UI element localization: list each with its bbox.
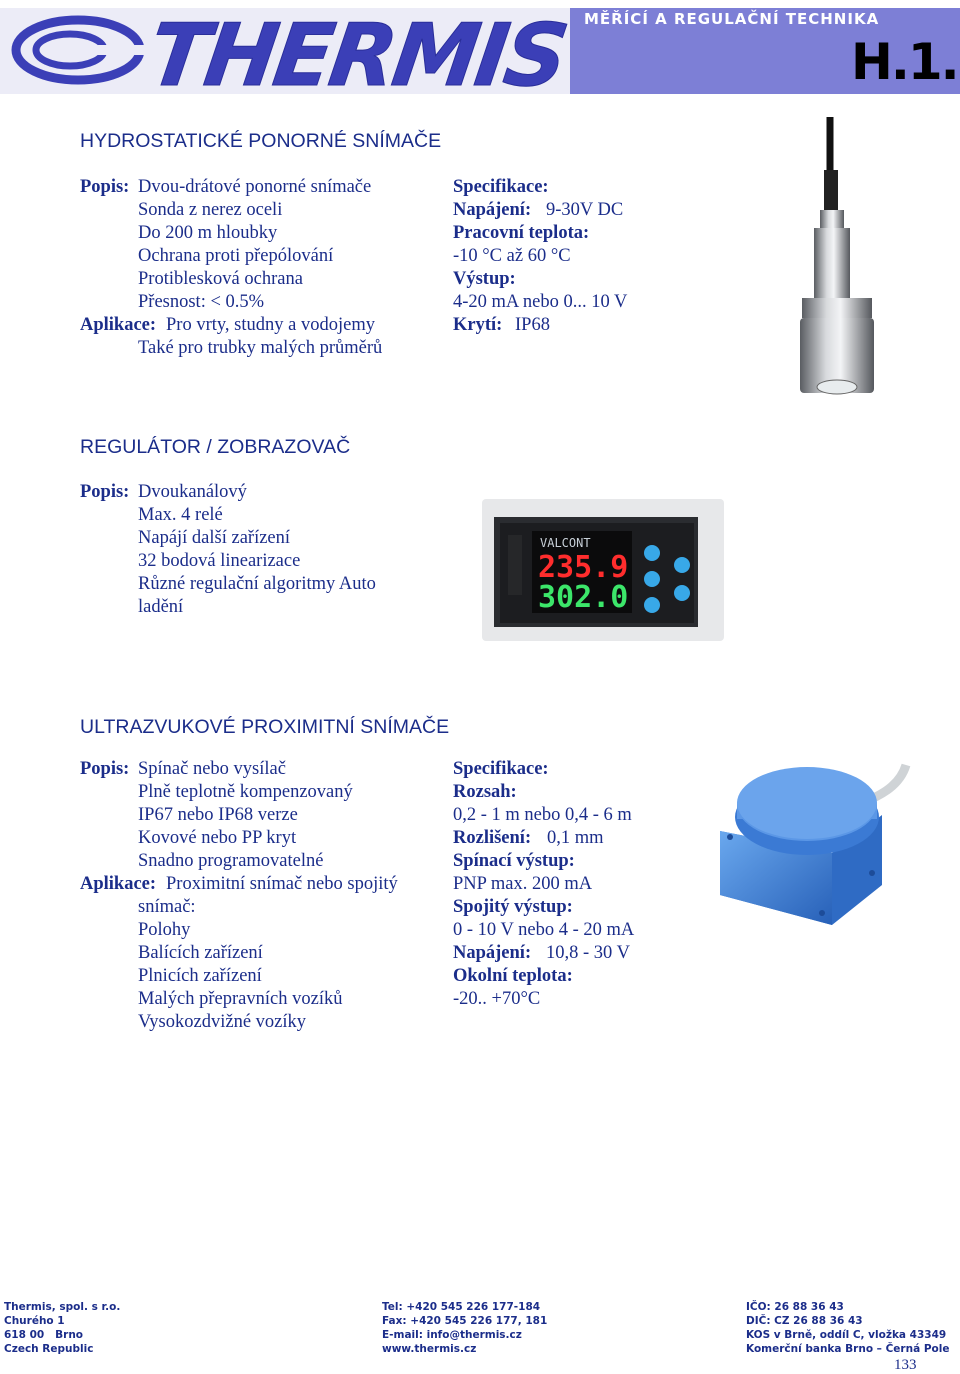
spec-value: -20.. +70°C: [453, 989, 541, 1009]
footer-contact: [382, 1300, 547, 1356]
brand-logo-text: THERMIS: [142, 6, 572, 106]
header-tagline: MĚŘÍCÍ A REGULAČNÍ TECHNIKA: [584, 10, 880, 28]
spec-label: Rozsah:: [453, 782, 517, 802]
spec-label: Napájení:: [453, 200, 532, 220]
footer-line: Fax: +420 545 226 177, 181: [382, 1315, 548, 1327]
popis-line: Dvoukanálový: [138, 482, 247, 502]
aplikace-line: Plnicích zařízení: [138, 966, 262, 986]
spec-value: IP68: [515, 315, 550, 335]
footer-line: Thermis, spol. s r.o.: [4, 1301, 121, 1313]
popis-line: Napájí další zařízení: [138, 528, 291, 548]
spec-label: Pracovní teplota:: [453, 223, 590, 243]
popis-line: Dvou-drátové ponorné snímače: [138, 177, 372, 197]
popis-line: ladění: [138, 597, 184, 617]
spec-label: Spínací výstup:: [453, 851, 575, 871]
hydrostatic-probe-image: [790, 115, 890, 410]
popis-line: 32 bodová linearizace: [138, 551, 301, 571]
popis-line: Max. 4 relé: [138, 505, 223, 525]
popis-line: Do 200 m hloubky: [138, 223, 278, 243]
chapter-number: H.1.: [851, 33, 958, 91]
display-bottom-value: 302.0: [538, 580, 629, 615]
spec-value: 4-20 mA nebo 0... 10 V: [453, 292, 628, 312]
spec-value: 0,1 mm: [547, 828, 604, 848]
spec-label: Krytí:: [453, 315, 503, 335]
page-footer: [0, 1298, 960, 1374]
section-title-hydro: HYDROSTATICKÉ PONORNÉ SNÍMAČE: [80, 130, 442, 152]
footer-line: KOS v Brně, oddíl C, vložka 43349: [746, 1329, 947, 1341]
footer-line: 618 00 Brno: [4, 1329, 84, 1341]
popis-line: Ochrana proti přepólování: [138, 246, 334, 266]
spec-value: -10 °C až 60 °C: [453, 246, 571, 266]
footer-line: IČO: 26 88 36 43: [746, 1301, 844, 1313]
spec-label: Spojitý výstup:: [453, 897, 573, 917]
regulator-display-image: [482, 495, 724, 645]
popis-line: Snadno programovatelné: [138, 851, 324, 871]
footer-line: Komerční banka Brno – Černá Pole: [746, 1343, 950, 1355]
footer-line: Czech Republic: [4, 1343, 94, 1355]
ultrasonic-description: [80, 758, 450, 1034]
aplikace-line: Malých přepravních vozíků: [138, 989, 343, 1009]
hydro-description: [80, 176, 450, 360]
spec-value: 0,2 - 1 m nebo 0,4 - 6 m: [453, 805, 632, 825]
popis-line: Plně teplotně kompenzovaný: [138, 782, 353, 802]
footer-line: Churého 1: [4, 1315, 65, 1327]
spec-label: Výstup:: [453, 269, 516, 289]
spec-label: Rozlišení:: [453, 828, 532, 848]
aplikace-line: Polohy: [138, 920, 191, 940]
spec-label: Okolní teplota:: [453, 966, 573, 986]
spec-value: PNP max. 200 mA: [453, 874, 593, 894]
popis-line: IP67 nebo IP68 verze: [138, 805, 298, 825]
popis-label: Popis:: [80, 177, 130, 197]
aplikace-line: Balících zařízení: [138, 943, 263, 963]
aplikace-line: Proximitní snímač nebo spojitý: [166, 874, 398, 894]
section-title-regulator: REGULÁTOR / ZOBRAZOVAČ: [80, 436, 351, 458]
spec-title: Specifikace:: [453, 759, 549, 779]
popis-line: Protiblesková ochrana: [138, 269, 303, 289]
aplikace-label: Aplikace:: [80, 315, 157, 335]
spec-title: Specifikace:: [453, 177, 549, 197]
spec-value: 0 - 10 V nebo 4 - 20 mA: [453, 920, 635, 940]
footer-website-link[interactable]: www.thermis.cz: [382, 1343, 477, 1355]
popis-line: Sonda z nerez oceli: [138, 200, 283, 220]
footer-email[interactable]: E-mail: info@thermis.cz: [382, 1329, 522, 1341]
popis-line: Různé regulační algoritmy Auto: [138, 574, 376, 594]
spec-value: 9-30V DC: [546, 200, 624, 220]
spec-value: 10,8 - 30 V: [546, 943, 630, 963]
footer-registration: [746, 1300, 949, 1356]
popis-line: Spínač nebo vysílač: [138, 759, 286, 779]
ultrasonic-sensor-image: [712, 755, 912, 930]
popis-label: Popis:: [80, 759, 130, 779]
spec-label: Napájení:: [453, 943, 532, 963]
page-number: 133: [894, 1357, 917, 1373]
aplikace-line: Vysokozdvižné vozíky: [138, 1012, 307, 1032]
ultrasonic-specification: [453, 758, 713, 1011]
footer-line: DIČ: CZ 26 88 36 43: [746, 1315, 863, 1327]
aplikace-label: Aplikace:: [80, 874, 157, 894]
popis-line: Kovové nebo PP kryt: [138, 828, 297, 848]
popis-label: Popis:: [80, 482, 130, 502]
aplikace-line: snímač:: [138, 897, 196, 917]
footer-line: Tel: +420 545 226 177-184: [382, 1301, 541, 1313]
page-header: [0, 0, 960, 106]
aplikace-line: Také pro trubky malých průměrů: [138, 338, 383, 358]
aplikace-line: Pro vrty, studny a vodojemy: [166, 315, 375, 335]
display-top-value: 235.9: [538, 550, 629, 585]
section-title-ultrasonic: ULTRAZVUKOVÉ PROXIMITNÍ SNÍMAČE: [80, 716, 450, 738]
popis-line: Přesnost: < 0.5%: [138, 292, 265, 312]
regulator-description: [80, 481, 450, 619]
svg-text:VALCONT: VALCONT: [540, 536, 591, 550]
hydro-specification: [453, 176, 713, 337]
footer-company-address: [4, 1300, 120, 1356]
